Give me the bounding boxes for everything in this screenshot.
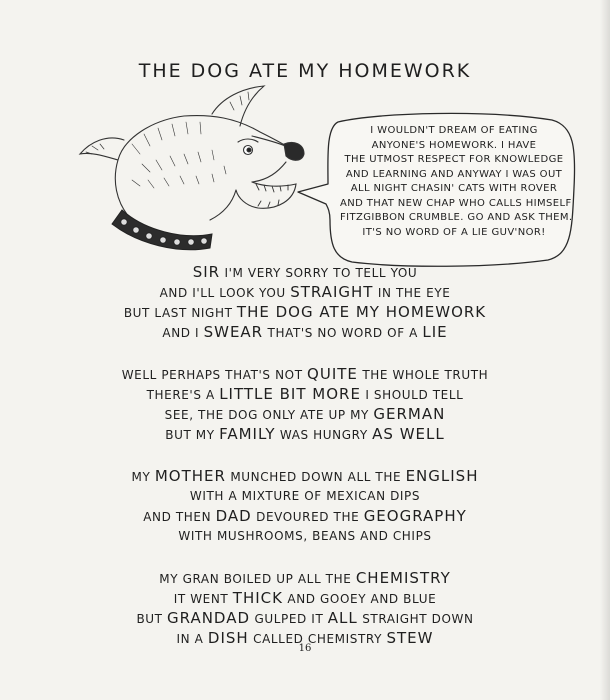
emphasized-words: LITTLE BIT MORE <box>219 385 361 403</box>
poem-text: AND GOOEY AND BLUE <box>282 592 437 606</box>
emphasized-words: ENGLISH <box>405 467 479 485</box>
poem-line <box>40 568 570 588</box>
stanza <box>40 262 570 342</box>
poem-text: GULPED IT <box>250 612 328 626</box>
speech-bubble-text <box>340 124 573 240</box>
emphasized-words: AS WELL <box>372 425 445 443</box>
poem-text: I SHOULD TELL <box>360 388 464 402</box>
poem-text: WITH MUSHROOMS, BEANS AND CHIPS <box>178 529 432 543</box>
poem-text: IN A <box>176 632 208 646</box>
poem-line <box>40 608 570 628</box>
speech-bubble-line: IT'S NO WORD OF A LIE GUV'NOR! <box>362 226 546 238</box>
poem-text: STRAIGHT DOWN <box>357 612 474 626</box>
stanza <box>40 364 570 444</box>
poem-text: IN THE EYE <box>373 286 451 300</box>
poem-text: BUT LAST NIGHT <box>123 306 237 320</box>
emphasized-words: LIE <box>422 323 448 341</box>
emphasized-words: SWEAR <box>203 323 264 341</box>
emphasized-words: FAMILY <box>219 425 276 443</box>
stanza <box>40 568 570 648</box>
poem-text: I'M VERY SORRY TO TELL YOU <box>220 266 418 280</box>
emphasized-words: STRAIGHT <box>290 283 374 301</box>
emphasized-words: GERMAN <box>373 405 446 423</box>
poem-text: AND I'LL LOOK YOU <box>159 286 291 300</box>
emphasized-words: MOTHER <box>154 467 226 485</box>
poem-text: THERE'S A <box>146 388 220 402</box>
emphasized-words: STEW <box>386 629 434 647</box>
speech-bubble-line: AND LEARNING AND ANYWAY I WAS OUT <box>345 168 563 180</box>
stanza <box>40 466 570 546</box>
poem-line <box>40 302 570 322</box>
poem-line <box>40 364 570 384</box>
poem-line <box>40 588 570 608</box>
poem-text: MY GRAN BOILED UP ALL THE <box>159 572 356 586</box>
page-number: 16 <box>298 643 312 654</box>
page-title: THE DOG ATE MY HOMEWORK <box>138 60 472 82</box>
poem-text: AND THEN <box>143 510 216 524</box>
poem-text: MY <box>131 470 155 484</box>
emphasized-words: GEOGRAPHY <box>363 507 467 525</box>
speech-bubble-line: ALL NIGHT CHASIN' CATS WITH ROVER <box>350 183 558 194</box>
emphasized-words: THE DOG ATE MY HOMEWORK <box>236 303 487 321</box>
poem-text: BUT <box>136 612 168 626</box>
poem-text: SEE, THE DOG ONLY ATE UP MY <box>164 408 374 422</box>
poem-text: AND I <box>162 326 204 340</box>
emphasized-words: GRANDAD <box>167 609 251 627</box>
poem-line <box>40 466 570 486</box>
emphasized-words: SIR <box>192 263 221 281</box>
speech-bubble-line: I WOULDN'T DREAM OF EATING <box>370 125 538 136</box>
stanza-gap <box>40 342 570 364</box>
emphasized-words: CHEMISTRY <box>355 569 451 587</box>
poem-text: THAT'S NO WORD OF A <box>263 326 423 340</box>
poem-text: DEVOURED THE <box>251 510 364 524</box>
poem-line <box>40 486 570 506</box>
speech-bubble-line: AND THAT NEW CHAP WHO CALLS HIMSELF <box>340 197 572 209</box>
speech-bubble-line: FITZGIBBON CRUMBLE. GO AND ASK THEM. <box>340 212 573 223</box>
stanza-gap <box>40 444 570 466</box>
emphasized-words: QUITE <box>307 365 358 383</box>
poem-line <box>40 282 570 302</box>
studded-collar <box>112 210 212 250</box>
poem-line <box>40 262 570 282</box>
poem-text: IT WENT <box>173 592 233 606</box>
poem-line <box>40 506 570 526</box>
emphasized-words: DISH <box>207 629 249 647</box>
speech-bubble-line: ANYONE'S HOMEWORK. I HAVE <box>371 139 537 151</box>
poem-line <box>40 404 570 424</box>
poem-line <box>40 384 570 404</box>
page-gutter-shadow <box>600 0 610 700</box>
dog-illustration <box>72 84 312 254</box>
poem-line <box>40 424 570 444</box>
poem-text: BUT MY <box>165 428 220 442</box>
poem-text: THE WHOLE TRUTH <box>357 368 489 382</box>
poem-line <box>40 322 570 342</box>
poem-line <box>40 526 570 546</box>
poem-text: MUNCHED DOWN ALL THE <box>225 470 406 484</box>
stanza-gap <box>40 546 570 568</box>
speech-bubble-line: THE UTMOST RESPECT FOR KNOWLEDGE <box>344 154 564 165</box>
emphasized-words: THICK <box>232 589 283 607</box>
poem-text: WELL PERHAPS THAT'S NOT <box>121 368 308 382</box>
poem-text: WAS HUNGRY <box>275 428 373 442</box>
emphasized-words: DAD <box>215 507 252 525</box>
poem-text: WITH A MIXTURE OF MEXICAN DIPS <box>189 489 421 503</box>
emphasized-words: ALL <box>327 609 358 627</box>
poem <box>40 262 570 648</box>
poem-text: CALLED CHEMISTRY <box>248 632 387 646</box>
